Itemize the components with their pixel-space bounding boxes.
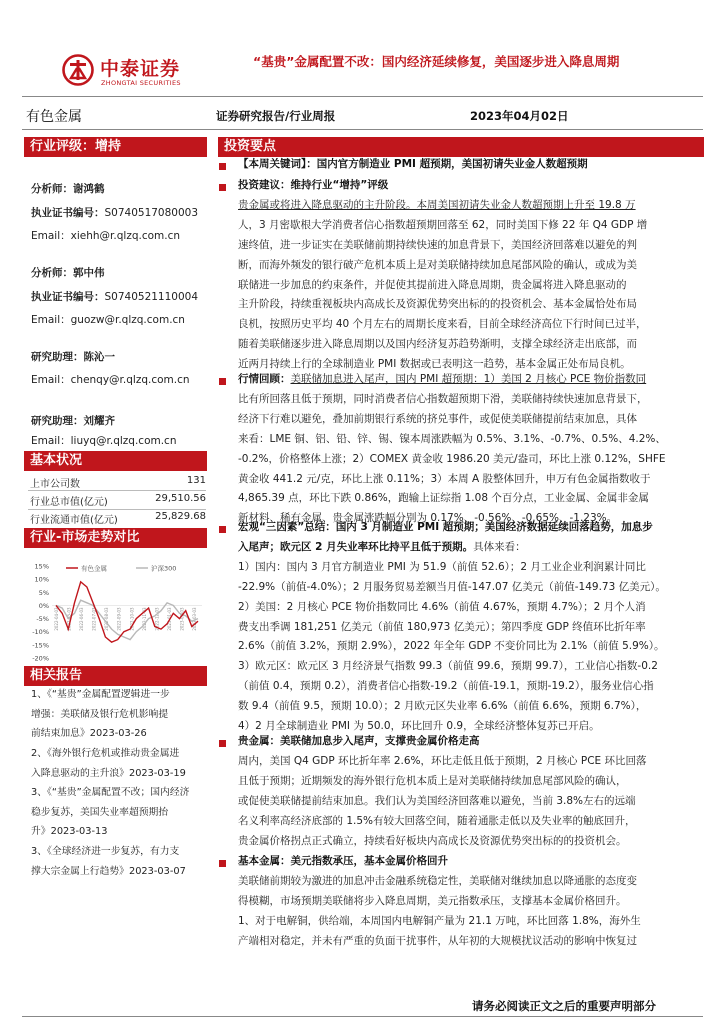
related-report-line: 3、《“基贵”金属配置不改；国内经济 [31,787,190,798]
body-line: 美联储加息进入尾声，国内 PMI 超预期：1）美国 2 月核心 PCE 物价指数同 [290,373,647,385]
bullet-icon [219,163,226,170]
body-line: 比有所回落且低于预期，同时消费者信心指数超预期下滑，美联储持续快速加息背景下， [238,392,648,405]
keywords-label: 【本周关键词】： [238,158,317,170]
series-line [56,600,198,639]
body-line: 产端相对稳定，并未有严重的负面干扰事件，从年初的大规模扰议活动的影响中恢复过 [238,934,637,947]
section-base-metals [238,852,700,952]
recommendation-label: 投资建议： [238,179,291,191]
base-metals-head: 美元指数承压，基本金属价格回升 [290,855,448,867]
report-date: 2023年04月02日 [470,109,569,123]
series-line [56,582,198,642]
email-link[interactable]: liuyq@r.qlzq.com.cn [70,435,177,447]
related-report-line: 稳步复苏，美国失业率超预期抬 [31,806,169,818]
related-report-line: 1、《“基贵”金属配置逻辑进一步 [31,689,170,700]
basic-status-bar: 基本状况 [24,451,207,471]
x-tick-label: 2022-09-03 [116,607,122,631]
related-report-item[interactable] [31,842,208,881]
bullet-icon [219,860,226,867]
related-report-line: 入降息驱动的主升浪》2023-03-19 [31,767,186,779]
x-tick-label: 2023-03-03 [192,607,197,631]
legend-label: 有色金属 [81,564,107,573]
body-line: -22.9%（前值-4.0%）；2 月服务贸易差额当月值-147.07 亿美元（前值-149.73 亿美元）。 [238,580,666,593]
x-tick-label: 2022-11-03 [141,607,147,631]
investment-points-bar: 投资要点 [218,137,704,157]
header-divider [22,96,703,97]
section-keywords [238,155,700,175]
y-tick-label: 5% [38,588,49,597]
logo-name-en: ZHONGTAI SECURITIES [101,79,181,87]
cert-label: 执业证书编号： [31,291,105,303]
body-line: 断，而海外频发的银行破产危机本质上是对美联储持续加息尾部风险的确认，或成为美 [238,258,637,271]
bullet-icon [219,184,226,191]
body-line: 且低于预期；近期频发的海外银行危机本质上是对美联储持续加息尾部风险的确认， [238,774,627,787]
assistant-2-email [31,433,177,448]
section-market-review [238,370,700,529]
cert-label: 执业证书编号： [31,207,105,219]
y-tick-label: -15% [32,641,49,650]
cert-number: S0740521110004 [104,291,199,303]
stat-row-companies [30,475,206,490]
stat-row-float-cap [30,511,206,526]
cert-number: S0740517080003 [104,207,199,219]
assistant-2 [31,413,115,428]
y-tick-label: -20% [32,654,49,663]
assistant-role: 研究助理： [31,351,84,363]
related-report-item[interactable] [31,685,208,744]
stat-label: 行业总市值(亿元) [30,497,108,508]
body-line: 2.6%（前值 3.2%，预期 2.9%），2022 年全年 GDP 不变价同比为 2.1%（前值 5.9%）。 [238,640,665,653]
stat-divider [28,490,206,491]
market-review-label: 行情回顾： [238,373,291,385]
assistant-name: 刘耀齐 [83,415,115,427]
y-tick-label: -5% [36,615,49,624]
body-line: 人，3 月密歇根大学消费者信心指数超预期回落至 62，同时美国下修 22 年 Q4 GDP 增 [238,218,648,231]
email-link[interactable]: xiehh@r.qlzq.com.cn [70,230,181,242]
body-line: 费支出季调 181,251 亿美元（前值 180,973 亿美元）；第四季度 GDP 终值环比折年率 [238,620,646,633]
body-line: 良机，按照历史平均 40 个月左右的周期长度来看，目前全球经济高位下行时间已过半， [238,318,647,331]
section-precious-metals [238,732,700,851]
body-line: 4）2 月全球制造业 PMI 为 50.0，环比回升 0.9，全球经济整体复苏已开启。 [238,720,600,733]
rating-bar: 行业评级：增持 [24,137,207,157]
email-link[interactable]: guozw@r.qlzq.com.cn [70,314,185,326]
body-line: 1）国内：国内 3 月官方制造业 PMI 为 51.9（前值 52.6）；2 月工业企业利润累计同比 [238,560,646,573]
analyst-2 [31,265,105,280]
body-line: 1、对于电解铜，供给端，本周国内电解铜产量为 21.1 万吨，环比回落 1.8%，海外生 [238,914,641,927]
y-tick-label: 15% [34,562,49,571]
x-tick-label: 2022-07-03 [91,607,97,631]
related-report-line: 撑大宗金属上行趋势》2023-03-07 [31,865,186,877]
analyst-role: 分析师： [31,183,73,195]
body-line: 数 9.4（前值 9.5，预期 10.0）；2 月欧元区失业率 6.6%（前值 6.6%，预期 6.7%）， [238,700,647,713]
keywords-text: 国内官方制造业 PMI 超预期，美国初请失业金人数超预期 [316,158,588,170]
body-line: 随着美联储逐步进入降息周期以及国内经济复苏趋势渐明，支撑全球经济走出底部，而 [238,338,637,351]
body-line: -0.2%，价格整体上涨；2）COMEX 黄金收 1986.20 美元/盎司，环比上涨 0.12%，SHFE [238,452,666,465]
recommendation-rating: 维持行业“增持”评级 [290,179,389,191]
assistant-1 [31,349,115,364]
related-report-line: 3、《全球经济进一步复苏，有力支 [31,846,180,857]
body-line: 近两月持续上行的全球制造业 PMI 数据或已表明这一趋势，基本金属正处布局良机。 [238,358,631,371]
analyst-1-cert [31,205,198,220]
body-line: 贵金属或将进入降息驱动的主升阶段。本周美国初请失业金人数超预期上升至 19.8 万 [238,198,636,211]
body-line: 来看：LME 铜、铝、铅、锌、锡、镍本周涨跌幅为 0.5%、3.1%、-0.7%、0.5%、4.2%、 [238,432,666,445]
x-tick-label: 2022-10-03 [129,607,135,631]
email-label: Email： [31,230,71,242]
zhongtai-logo-icon [62,54,94,86]
assistant-role: 研究助理： [31,415,84,427]
body-line: 得模糊，市场预期美联储将步入降息周期，美元指数承压，支撑基本金属价格回升。 [238,894,627,907]
bullet-icon [219,526,226,533]
footer-divider [22,1016,703,1017]
x-tick-label: 2022-12-03 [154,607,160,631]
base-metals-label: 基本金属： [238,855,291,867]
logo-name-cn: 中泰证券 [100,58,181,80]
analyst-name: 郭中伟 [73,267,105,279]
macro-head: 入尾声；欧元区 2 月失业率环比持平且低于预期。 [238,540,474,553]
macro-label: 宏观“三因素”总结： [238,521,336,533]
body-line: 周内，美国 Q4 GDP 环比折年率 2.6%，环比走低且低于预期，2 月核心 PCE 环比回落 [238,754,647,767]
analyst-2-email [31,312,185,327]
section-macro [238,518,700,737]
bullet-icon [219,740,226,747]
stat-divider [28,509,206,510]
assistant-1-email [31,372,190,387]
body-line: 速终值，进一步证实在美联储前期持续快速的加息背景下，美国经济回落难以避免的判 [238,238,637,251]
related-report-line: 2、《海外银行危机或推动贵金属进 [31,748,180,759]
y-tick-label: -10% [32,628,49,637]
stat-value: 131 [186,475,206,486]
y-tick-label: 0% [38,601,49,610]
related-report-item[interactable] [31,783,208,842]
assistant-name: 陈沁一 [83,351,115,363]
email-label: Email： [31,314,71,326]
related-report-line: 增强：美联储及银行危机影响提 [31,708,169,720]
document-type: 证券研究报告/行业周报 [216,109,336,123]
analyst-name: 谢鸿鹤 [73,183,105,195]
body-line: 贵金属价格拐点正式确立，持续看好板块内高成长及资源优势突出标的的投资机会。 [238,834,627,847]
meta-divider [22,129,703,130]
email-link[interactable]: chenqy@r.qlzq.com.cn [70,374,190,386]
y-tick-label: 10% [34,575,49,584]
body-line: 2）美国：2 月核心 PCE 物价指数同比 4.6%（前值 4.67%，预期 4.7%）；2 月个人消 [238,600,646,613]
x-tick-label: 2022-05-03 [66,607,72,631]
related-report-line: 升》2023-03-13 [31,826,108,837]
x-tick-label: 2023-02-03 [179,607,185,631]
body-line: 联储进一步加息的约束条件，并促使其提前进入降息周期，贵金属将进入降息驱动的 [238,278,627,291]
stat-label: 上市公司数 [30,479,80,490]
email-label: Email： [31,435,71,447]
body-line: （前值 0.4，预期 0.2），消费者信心指数-19.2（前值-19.1，预期-19.2），服务业信心指 [238,680,654,693]
x-tick-label: 2022-08-03 [104,607,110,631]
report-headline: “基贵”金属配置不改：国内经济延续修复，美国逐步进入降息周期 [253,54,620,69]
trend-chart [26,558,208,666]
analyst-role: 分析师： [31,267,73,279]
body-line: 黄金收 441.2 元/克，环比上涨 0.11%；3）本周 A 股整体回升，申万有色金属指数收于 [238,472,651,485]
body-line: 经济下行难以避免，叠加前期银行系统的挤兑事件，或促使美联储提前结束加息，具体 [238,412,637,425]
body-line: 3）欧元区：欧元区 3 月经济景气指数 99.3（前值 99.6，预期 99.7），工业信心指数-0.2 [238,660,658,673]
disclaimer-footer: 请务必阅读正文之后的重要声明部分 [472,999,656,1013]
body-line: 美联储前期较为激进的加息冲击金融系统稳定性，美联储对继续加息以降通胀的态度变 [238,874,637,887]
related-report-line: 前结束加息》2023-03-26 [31,728,147,739]
body-line: 主升阶段，持续重视板块内高成长及资源优势突出标的的投资机会、基本金属恰处布局 [238,298,637,311]
precious-label: 贵金属： [238,735,280,747]
body-line: 新材料、稀有金属、贵金属涨跌幅分别为 0.17%、-0.56%、-0.65%、-1.23%。 [238,512,618,525]
related-report-item[interactable] [31,744,208,783]
precious-head: 美联储加息步入尾声，支撑贵金属价格走高 [280,735,480,747]
stat-row-total-cap [30,493,206,508]
analyst-1-email [31,228,180,243]
x-tick-label: 2022-06-03 [79,607,85,631]
analyst-2-cert [31,289,198,304]
sector-name: 有色金属 [26,109,82,125]
legend-label: 沪深300 [151,564,177,573]
body-line: 名义利率高经济底部的 1.5%有较大回落空间，随着通胀走低以及失业率的触底回升， [238,814,636,827]
analyst-1 [31,181,105,196]
section-recommendation [238,176,700,375]
bullet-icon [219,378,226,385]
stat-value: 29,510.56 [155,493,206,504]
body-line: 4,865.39 点，环比下跌 0.86%，跑输上证综指 1.08 个百分点，工业金属、金属非金属 [238,492,649,505]
stat-label: 行业流通市值(亿元) [30,515,118,526]
email-label: Email： [31,374,71,386]
x-tick-label: 2023-01-03 [166,607,172,631]
x-tick-label: 2022-04-03 [54,607,59,631]
trend-chart-bar: 行业-市场走势对比 [24,528,207,548]
stat-value: 25,829.68 [155,511,206,522]
related-reports-bar: 相关报告 [24,666,207,686]
body-line: 或促使美联储提前结束加息。我们认为美国经济回落难以避免，当前 3.8%左右的远端 [238,794,636,807]
macro-head-tail: 具体来看： [473,540,526,553]
macro-head: 国内 3 月制造业 PMI 超预期；美国经济数据延续回落趋势，加息步 [335,521,653,533]
